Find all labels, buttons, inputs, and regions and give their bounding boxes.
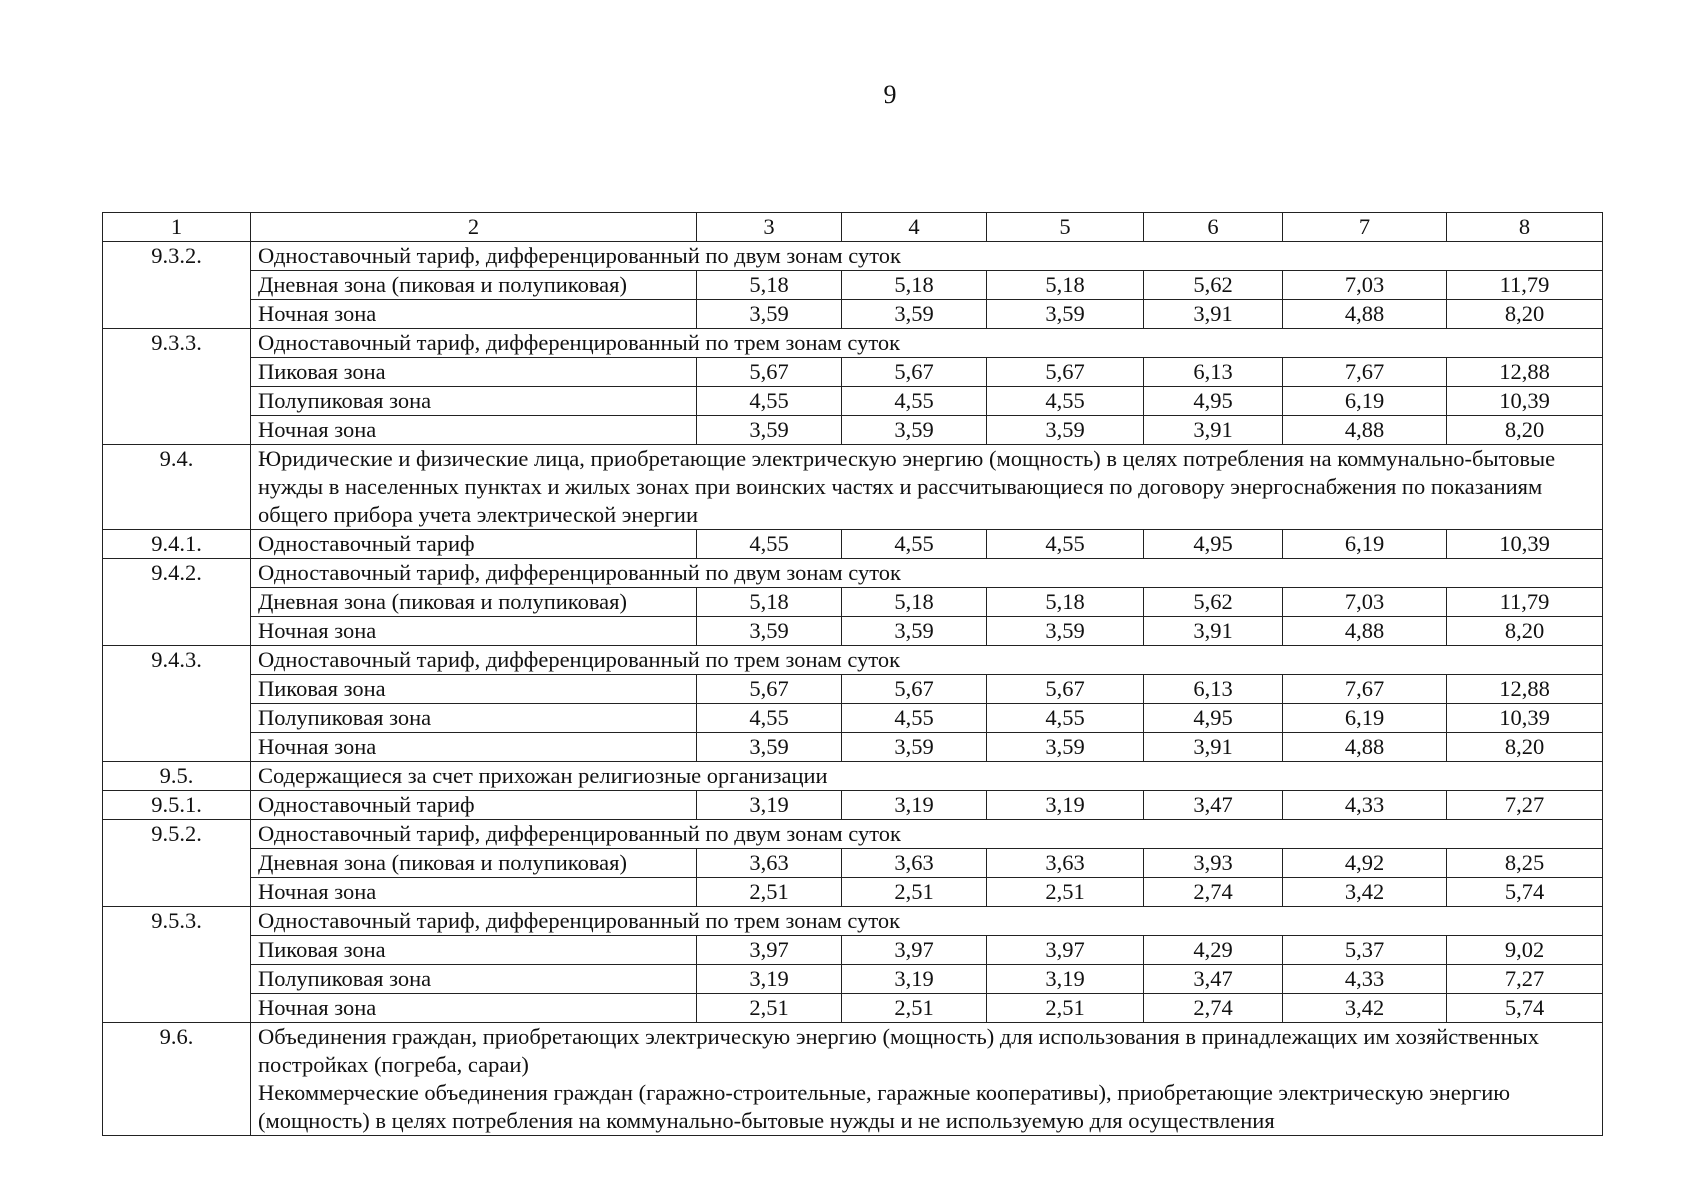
- tariff-value: 4,88: [1283, 300, 1447, 329]
- tariff-row: [103, 994, 1603, 1023]
- tariff-value: 5,67: [987, 358, 1144, 387]
- tariff-value: 4,55: [697, 387, 842, 416]
- tariff-value: 4,95: [1144, 704, 1283, 733]
- tariff-row: [103, 300, 1603, 329]
- tariff-value: 2,74: [1144, 878, 1283, 907]
- tariff-row: [103, 791, 1603, 820]
- item-code: 9.5.3.: [103, 907, 251, 1023]
- tariff-value: 3,19: [697, 791, 842, 820]
- section-row: [103, 329, 1603, 358]
- tariff-value: 3,59: [697, 733, 842, 762]
- row-label: Ночная зона: [251, 733, 697, 762]
- tariff-value: 3,93: [1144, 849, 1283, 878]
- section-description: [251, 762, 1603, 791]
- tariff-value: 6,19: [1283, 530, 1447, 559]
- tariff-value: 6,13: [1144, 358, 1283, 387]
- tariff-value: 4,95: [1144, 530, 1283, 559]
- column-number-row: [103, 213, 1603, 242]
- tariff-value: 3,19: [987, 965, 1144, 994]
- row-label: Полупиковая зона: [251, 387, 697, 416]
- tariff-value: 5,18: [697, 271, 842, 300]
- tariff-value: 2,51: [697, 994, 842, 1023]
- tariff-row: [103, 704, 1603, 733]
- tariff-value: 3,19: [842, 965, 987, 994]
- section-text: Некоммерческие объединения граждан (гаражно-строительные, гаражные кооперативы), приобретающие электрическую энергию (мощность) в целях потребления на коммунально-бытовые нужды и не используемую для осуществления: [258, 1080, 1511, 1133]
- section-description: [251, 445, 1603, 530]
- tariff-value: 12,88: [1447, 675, 1603, 704]
- tariff-value: 5,74: [1447, 878, 1603, 907]
- tariff-value: 5,67: [697, 675, 842, 704]
- section-text: Объединения граждан, приобретающих электрическую энергию (мощность) для использования в принадлежащих им хозяйственных постройках (погреба, сараи): [258, 1024, 1539, 1077]
- tariff-value: 5,67: [697, 358, 842, 387]
- tariff-value: 4,55: [987, 704, 1144, 733]
- tariff-value: 4,95: [1144, 387, 1283, 416]
- tariff-row: [103, 878, 1603, 907]
- section-row: [103, 907, 1603, 936]
- tariff-value: 3,59: [842, 733, 987, 762]
- tariff-value: 4,88: [1283, 733, 1447, 762]
- column-number: 3: [697, 213, 842, 242]
- row-label: Одноставочный тариф: [251, 530, 697, 559]
- tariff-value: 3,42: [1283, 994, 1447, 1023]
- row-label: Ночная зона: [251, 300, 697, 329]
- tariff-value: 8,20: [1447, 300, 1603, 329]
- tariff-value: 3,19: [697, 965, 842, 994]
- tariff-value: 3,59: [987, 617, 1144, 646]
- column-number: 1: [103, 213, 251, 242]
- tariff-value: 4,33: [1283, 791, 1447, 820]
- tariff-value: 4,55: [842, 530, 987, 559]
- tariff-value: 3,47: [1144, 791, 1283, 820]
- tariff-value: 11,79: [1447, 271, 1603, 300]
- item-code: 9.4.: [103, 445, 251, 530]
- tariff-value: 3,59: [842, 617, 987, 646]
- section-text: Юридические и физические лица, приобретающие электрическую энергию (мощность) в целях потребления на коммунально-бытовые нужды в населенных пунктах и жилых зонах при воинских частях и рассчитывающиеся по договору энергоснабжения по показаниям общего прибора учета электрической энергии: [258, 446, 1556, 527]
- tariff-value: 2,51: [842, 994, 987, 1023]
- row-label: Дневная зона (пиковая и полупиковая): [251, 849, 697, 878]
- tariff-value: 3,97: [697, 936, 842, 965]
- tariff-value: 6,19: [1283, 387, 1447, 416]
- tariff-value: 7,67: [1283, 358, 1447, 387]
- tariff-value: 3,19: [842, 791, 987, 820]
- section-description: [251, 559, 1603, 588]
- tariff-table: [102, 212, 1603, 1136]
- tariff-value: 10,39: [1447, 530, 1603, 559]
- item-code: 9.5.2.: [103, 820, 251, 907]
- tariff-value: 3,91: [1144, 416, 1283, 445]
- section-description: [251, 1023, 1603, 1136]
- tariff-value: 3,63: [987, 849, 1144, 878]
- tariff-value: 3,97: [987, 936, 1144, 965]
- tariff-value: 3,59: [987, 416, 1144, 445]
- tariff-value: 4,55: [697, 704, 842, 733]
- tariff-row: [103, 675, 1603, 704]
- tariff-value: 9,02: [1447, 936, 1603, 965]
- tariff-value: 5,62: [1144, 588, 1283, 617]
- tariff-value: 3,42: [1283, 878, 1447, 907]
- column-number: 4: [842, 213, 987, 242]
- tariff-value: 6,19: [1283, 704, 1447, 733]
- tariff-value: 5,74: [1447, 994, 1603, 1023]
- tariff-value: 11,79: [1447, 588, 1603, 617]
- tariff-value: 4,55: [987, 530, 1144, 559]
- tariff-value: 3,63: [842, 849, 987, 878]
- tariff-value: 5,37: [1283, 936, 1447, 965]
- tariff-value: 4,55: [697, 530, 842, 559]
- tariff-row: [103, 733, 1603, 762]
- tariff-value: 4,29: [1144, 936, 1283, 965]
- section-row: [103, 646, 1603, 675]
- item-code: 9.5.1.: [103, 791, 251, 820]
- column-number: 6: [1144, 213, 1283, 242]
- row-label: Одноставочный тариф: [251, 791, 697, 820]
- column-number: 7: [1283, 213, 1447, 242]
- section-text: Одноставочный тариф, дифференцированный по двум зонам суток: [258, 560, 901, 585]
- tariff-value: 3,59: [697, 416, 842, 445]
- tariff-row: [103, 965, 1603, 994]
- section-text: Одноставочный тариф, дифференцированный по трем зонам суток: [258, 330, 901, 355]
- tariff-row: [103, 416, 1603, 445]
- tariff-value: 6,13: [1144, 675, 1283, 704]
- column-number: 8: [1447, 213, 1603, 242]
- item-code: 9.5.: [103, 762, 251, 791]
- tariff-value: 5,62: [1144, 271, 1283, 300]
- tariff-value: 3,59: [987, 733, 1144, 762]
- row-label: Ночная зона: [251, 416, 697, 445]
- item-code: 9.6.: [103, 1023, 251, 1136]
- tariff-value: 10,39: [1447, 387, 1603, 416]
- tariff-value: 3,63: [697, 849, 842, 878]
- section-row: [103, 1023, 1603, 1136]
- tariff-value: 3,47: [1144, 965, 1283, 994]
- section-description: [251, 329, 1603, 358]
- tariff-value: 5,18: [842, 588, 987, 617]
- tariff-value: 3,59: [842, 300, 987, 329]
- item-code: 9.4.3.: [103, 646, 251, 762]
- tariff-value: 5,18: [842, 271, 987, 300]
- tariff-value: 5,18: [987, 271, 1144, 300]
- section-text: Одноставочный тариф, дифференцированный по трем зонам суток: [258, 908, 901, 933]
- row-label: Ночная зона: [251, 994, 697, 1023]
- tariff-value: 2,51: [842, 878, 987, 907]
- column-number: 2: [251, 213, 697, 242]
- row-label: Пиковая зона: [251, 936, 697, 965]
- row-label: Ночная зона: [251, 878, 697, 907]
- tariff-value: 12,88: [1447, 358, 1603, 387]
- section-text: Содержащиеся за счет прихожан религиозные организации: [258, 763, 828, 788]
- tariff-value: 4,92: [1283, 849, 1447, 878]
- column-number: 5: [987, 213, 1144, 242]
- page-number: 9: [883, 80, 897, 109]
- tariff-value: 5,67: [842, 675, 987, 704]
- tariff-row: [103, 387, 1603, 416]
- tariff-value: 7,27: [1447, 965, 1603, 994]
- section-row: [103, 242, 1603, 271]
- section-text: Одноставочный тариф, дифференцированный по двум зонам суток: [258, 821, 901, 846]
- section-description: [251, 242, 1603, 271]
- tariff-value: 4,55: [987, 387, 1144, 416]
- tariff-value: 3,59: [842, 416, 987, 445]
- tariff-value: 3,91: [1144, 300, 1283, 329]
- tariff-value: 2,51: [987, 994, 1144, 1023]
- tariff-value: 4,55: [842, 704, 987, 733]
- section-row: [103, 820, 1603, 849]
- section-description: [251, 907, 1603, 936]
- section-text: Одноставочный тариф, дифференцированный по двум зонам суток: [258, 243, 901, 268]
- tariff-value: 5,18: [697, 588, 842, 617]
- tariff-value: 7,03: [1283, 588, 1447, 617]
- tariff-value: 7,27: [1447, 791, 1603, 820]
- row-label: Полупиковая зона: [251, 965, 697, 994]
- tariff-value: 3,91: [1144, 733, 1283, 762]
- item-code: 9.3.3.: [103, 329, 251, 445]
- row-label: Полупиковая зона: [251, 704, 697, 733]
- row-label: Пиковая зона: [251, 675, 697, 704]
- tariff-row: [103, 588, 1603, 617]
- tariff-value: 8,20: [1447, 733, 1603, 762]
- tariff-value: 4,33: [1283, 965, 1447, 994]
- tariff-value: 5,67: [842, 358, 987, 387]
- section-row: [103, 762, 1603, 791]
- tariff-value: 7,67: [1283, 675, 1447, 704]
- tariff-row: [103, 849, 1603, 878]
- tariff-value: 5,18: [987, 588, 1144, 617]
- tariff-value: 3,91: [1144, 617, 1283, 646]
- tariff-value: 7,03: [1283, 271, 1447, 300]
- tariff-row: [103, 936, 1603, 965]
- tariff-row: [103, 358, 1603, 387]
- item-code: 9.4.1.: [103, 530, 251, 559]
- tariff-value: 8,20: [1447, 416, 1603, 445]
- row-label: Дневная зона (пиковая и полупиковая): [251, 588, 697, 617]
- tariff-value: 8,20: [1447, 617, 1603, 646]
- tariff-value: 2,51: [697, 878, 842, 907]
- row-label: Дневная зона (пиковая и полупиковая): [251, 271, 697, 300]
- tariff-value: 2,74: [1144, 994, 1283, 1023]
- item-code: 9.3.2.: [103, 242, 251, 329]
- row-label: Ночная зона: [251, 617, 697, 646]
- row-label: Пиковая зона: [251, 358, 697, 387]
- section-row: [103, 559, 1603, 588]
- item-code: 9.4.2.: [103, 559, 251, 646]
- tariff-value: 4,55: [842, 387, 987, 416]
- tariff-value: 4,88: [1283, 416, 1447, 445]
- tariff-value: 4,88: [1283, 617, 1447, 646]
- tariff-value: 10,39: [1447, 704, 1603, 733]
- tariff-value: 3,59: [987, 300, 1144, 329]
- tariff-value: 3,19: [987, 791, 1144, 820]
- tariff-value: 5,67: [987, 675, 1144, 704]
- section-description: [251, 646, 1603, 675]
- tariff-value: 8,25: [1447, 849, 1603, 878]
- tariff-row: [103, 271, 1603, 300]
- section-text: Одноставочный тариф, дифференцированный по трем зонам суток: [258, 647, 901, 672]
- tariff-row: [103, 617, 1603, 646]
- section-row: [103, 445, 1603, 530]
- tariff-value: 2,51: [987, 878, 1144, 907]
- tariff-value: 3,97: [842, 936, 987, 965]
- section-description: [251, 820, 1603, 849]
- tariff-row: [103, 530, 1603, 559]
- tariff-value: 3,59: [697, 300, 842, 329]
- tariff-value: 3,59: [697, 617, 842, 646]
